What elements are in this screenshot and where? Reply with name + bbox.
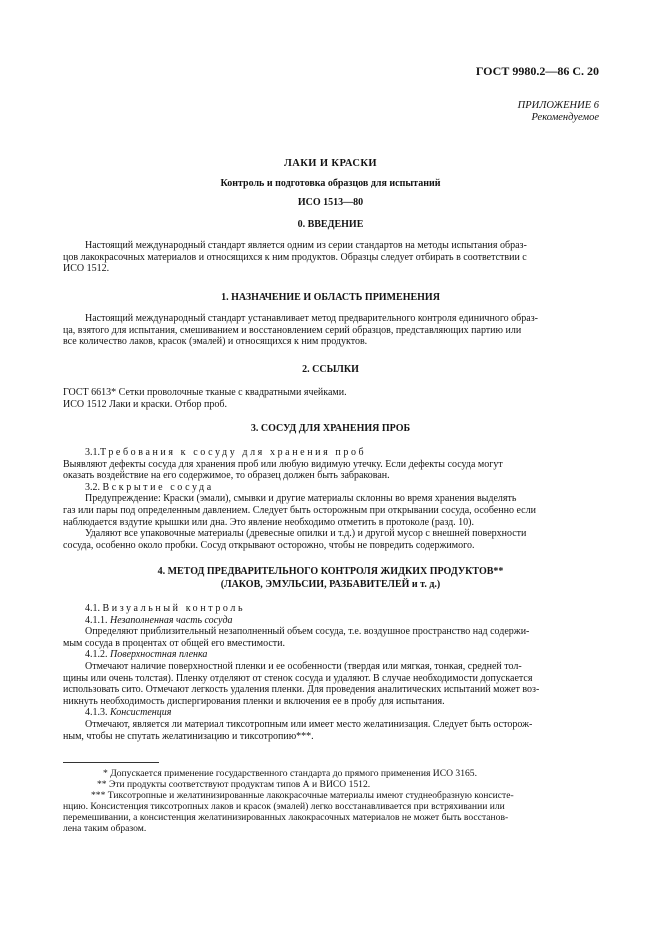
text-line: Настоящий международный стандарт является одним из серии стандартов на методы испытания образ- <box>85 240 527 251</box>
doc-subtitle: Контроль и подготовка образцов для испытаний <box>220 178 441 189</box>
footnote-2: ** Эти продукты соответствуют продуктам типов А и ВИСО 1512. <box>97 779 371 790</box>
text-line: Определяют приблизительный незаполненный объем сосуда, т.е. воздушное пространство над содержи- <box>85 626 530 638</box>
text-line: все количество лаков, красок (эмалей) и относящихся к ним продуктов. <box>63 336 368 348</box>
footnote-3-line: лена таким образом. <box>63 823 147 834</box>
footnote-3-line: *** Тиксотропные и желатинизированные лакокрасочные материалы имеют студнеобразную консисте- <box>91 790 514 801</box>
footnote-1: * Допускается применение государственного стандарта до прямого применения ИСО 3165. <box>103 768 478 779</box>
text-line: Настоящий международный стандарт устанавливает метод предварительного контроля единичного образ- <box>85 313 538 324</box>
doc-title: ЛАКИ И КРАСКИ <box>284 158 377 169</box>
section-4-body <box>63 603 599 742</box>
text-line: Предупреждение: Краски (эмали), смывки и другие материалы склонны во время хранения выделять <box>85 493 517 505</box>
reference-line: ГОСТ 6613* Сетки проволочные тканые с квадратными ячейками. <box>63 387 347 398</box>
clause-4-1-heading <box>63 603 599 615</box>
section-1-body <box>63 313 599 348</box>
footnote-divider <box>63 762 159 763</box>
text-line: Отмечают наличие поверхностной пленки и ее особенности (твердая или мягкая, тонкая, средней тол- <box>85 660 522 672</box>
doc-code: ИСО 1513—80 <box>297 197 364 208</box>
clause-number: 4.1.2. <box>85 649 108 661</box>
clause-number: 4.1.1. <box>85 614 108 626</box>
appendix-label <box>518 100 599 124</box>
text-line: Выявляют дефекты сосуда для хранения проб или любую видимую утечку. Если дефекты сосуда могут <box>63 458 503 470</box>
text-line: ца, взятого для испытания, смешиванием и восстановлением серий образцов, представляющих партию или <box>63 324 522 336</box>
section-3-heading: 3. СОСУД ДЛЯ ХРАНЕНИЯ ПРОБ <box>250 423 411 434</box>
text-line: Отмечают, является ли материал тиксотропным или имеет место желатинизация. Следует быть осторож- <box>85 718 533 730</box>
text-line: сосуда, особенно около пробки. Сосуд открывают осторожно, чтобы не повредить содержимого. <box>63 539 475 551</box>
clause-4-1-2-heading <box>63 649 599 661</box>
appendix-status: Рекомендуемое <box>531 112 599 123</box>
clause-title: Требования к сосуду для хранения проб <box>100 447 367 458</box>
clause-number: 3.2. <box>85 481 100 493</box>
section-4-heading-line-1: 4. МЕТОД ПРЕДВАРИТЕЛЬНОГО КОНТРОЛЯ ЖИДКИХ ПРОДУКТОВ** <box>157 566 504 577</box>
footnote-3-line: нцию. Консистенция тиксотропных лаков и красок (эмалей) легко восстанавливается при встряхивании или <box>63 801 505 812</box>
text-line: использовать сито. Отмечают легкость удаления пленки. Для проведения аналитических испытаний может воз- <box>63 684 540 696</box>
clause-3-1-heading <box>63 447 599 459</box>
clause-title: Визуальный контроль <box>102 603 246 614</box>
text-line: никнуть необходимость диспергирования пленки и включения ее в пробу для испытания. <box>63 695 445 707</box>
clause-number: 4.1. <box>85 603 100 614</box>
text-line: щины или очень толстая). Пленку отделяют от стенок сосуда и удаляют. В случае необходимости допускается <box>63 672 533 684</box>
clause-title: Поверхностная пленка <box>110 649 208 661</box>
text-line: мым сосуда в процентах от общей его вместимости. <box>63 637 285 649</box>
page-header: ГОСТ 9980.2—86 С. 20 <box>475 64 599 78</box>
clause-4-1-3-heading <box>63 707 599 719</box>
clause-title: Незаполненная часть сосуда <box>110 614 233 626</box>
clause-title: Вскрытие сосуда <box>102 481 214 493</box>
text-line: газ или пары под определенным давлением. Следует быть осторожным при открывании сосуда, особенно если <box>63 504 536 516</box>
clause-title: Консистенция <box>110 707 172 719</box>
text-line: ИСО 1512. <box>63 263 110 275</box>
reference-line: ИСО 1512 Лаки и краски. Отбор проб. <box>63 398 227 410</box>
text-line: наблюдается вздутие крышки или дна. Это явление необходимо отметить в протоколе (разд. 10). <box>63 516 475 528</box>
clause-number: 3.1. <box>85 447 100 458</box>
section-0-heading: 0. ВВЕДЕНИЕ <box>297 219 364 230</box>
text-line: оказать воздействие на его содержимое, то образец должен быть забракован. <box>63 470 390 482</box>
section-2-heading: 2. ССЫЛКИ <box>302 364 359 375</box>
appendix-title: ПРИЛОЖЕНИЕ 6 <box>517 100 599 111</box>
section-1-heading: 1. НАЗНАЧЕНИЕ И ОБЛАСТЬ ПРИМЕНЕНИЯ <box>221 292 440 303</box>
clause-number: 4.1.3. <box>85 707 108 719</box>
footnote-3-line: перемешивании, а консистенция желатинизированных лакокрасочных материалов не может быть восстанов- <box>63 812 509 823</box>
clause-3-2-heading <box>63 482 599 494</box>
section-0-body <box>63 240 599 275</box>
section-2-body <box>63 387 599 410</box>
footnotes <box>63 768 599 834</box>
section-3-body <box>63 447 599 551</box>
section-4-heading-line-2: (ЛАКОВ, ЭМУЛЬСИИ, РАЗБАВИТЕЛЕЙ и т. д.) <box>220 579 441 590</box>
clause-4-1-1-heading <box>63 615 599 627</box>
text-line: ным, чтобы не спутать желатинизацию и тиксотропию***. <box>63 730 314 742</box>
text-line: Удаляют все упаковочные материалы (древесные опилки и т.д.) и другой мусор с внешней поверхности <box>85 528 527 540</box>
text-line: цов лакокрасочных материалов и относящихся к ним продуктов. Образцы следует отбирать в соответствии с <box>63 251 527 263</box>
